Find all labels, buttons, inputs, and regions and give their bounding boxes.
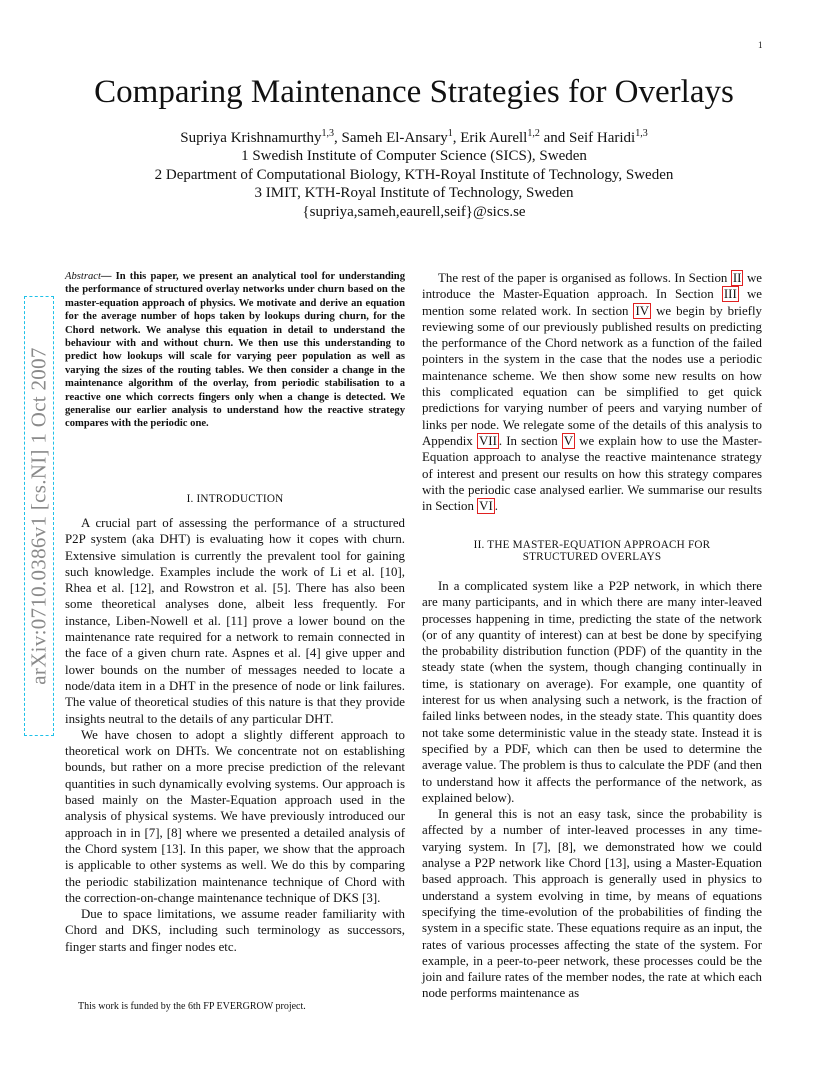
section-heading-line-2: STRUCTURED OVERLAYS	[522, 551, 662, 563]
affiliation-3: 3 IMIT, KTH-Royal Institute of Technology, Sweden	[254, 185, 574, 201]
section-heading-introduction: I. INTRODUCTION	[186, 493, 284, 505]
abstract	[65, 270, 405, 431]
intro-paragraph-3: Due to space limitations, we assume reader familiarity with Chord and DKS, including such terminology as successors, finger starts and finger nodes etc.	[65, 907, 405, 954]
affiliation-1: 1 Swedish Institute of Computer Science (SICS), Sweden	[241, 148, 587, 164]
organisation-paragraph	[422, 270, 762, 514]
author-emails: {supriya,sameh,eaurell,seif}@sics.se	[302, 204, 526, 220]
footnote: This work is funded by the 6th FP EVERGROW project.	[78, 1001, 306, 1012]
text-run: The rest of the paper is organised as follows. In Section	[438, 271, 731, 285]
page-number: 1	[758, 40, 763, 50]
affiliation-2: 2 Department of Computational Biology, KTH-Royal Institute of Technology, Sweden	[154, 167, 674, 183]
text-run: we introduce the Master-Equation approach. In Section	[422, 271, 762, 302]
section-link-iv[interactable]: IV	[635, 303, 650, 318]
text-run: we explain how to use the Master-Equation approach to analyse the reactive maintenance strategy of interest and present our results on how this strategy compares with the periodic case analysed earlier. We summarise our results in Section	[422, 433, 762, 514]
paper-title: Comparing Maintenance Strategies for Overlays	[94, 74, 734, 110]
abstract-text: — In this paper, we present an analytical tool for understanding the performance of structured overlay networks under churn based on the master-equation approach of physics. We motivate and derive an equation for the average number of hops taken by lookups during churn, for the Chord network. We analyse this equation in detail to understand the behaviour with and without churn. We then use this understanding to predict how lookups will scale for varying peer population as well as varying the sizes of the routing tables. We then consider a change in the maintenance algorithm of the overlay, from periodic stabilisation to a reactive one which corrects fingers only when a change is detected. We generalise our earlier analysis to understand how the reactive strategy compares with the periodic one.	[65, 271, 405, 430]
section-heading-line-1: II. THE MASTER-EQUATION APPROACH FOR	[473, 539, 711, 551]
intro-paragraph-2: We have chosen to adopt a slightly different approach to theoretical work on DHTs. We concentrate not on establishing bounds, but rather on a more precise prediction of the relevant quantities in such dynamically evolving systems. Our approach is based mainly on the Master-Equation approach used in the analysis of physical systems. We have previously introduced our approach in in [7], [8] where we presented a detailed analysis of the Chord system [13]. In this paper, we show that the approach is applicable to other systems as well. We do this by comparing the periodic stabilization maintenance technique of Chord with the correction-on-change maintenance technique of DKS [3].	[65, 727, 405, 905]
abstract-label: Abstract	[65, 271, 101, 282]
text-run: . In section	[498, 433, 562, 448]
right-column-body	[422, 578, 762, 1002]
text-run: we mention some related work. In section	[422, 287, 762, 318]
text-run: .	[494, 499, 498, 514]
arxiv-stamp-text: arXiv:0710.0386v1 [cs.NI] 1 Oct 2007	[26, 347, 51, 685]
text-run: we begin by briefly reviewing some of our previously published results on predicting the performance of the Chord network as a function of the failed pointers in the system in the case that the nodes use a periodic maintenance scheme. We then show some new results on how this complicated equation can be simplified to get quick predictions for varying number of peers and varying number of links per node. We relegate some of the details of this analysis to Appendix	[422, 303, 763, 448]
intro-paragraph-1: A crucial part of assessing the performance of a structured P2P system (aka DHT) is evaluating how it copes with churn. Extensive simulation is currently the prevalent tool for gaining such knowledge. Examples include the work of Li et al. [10], Rhea et al. [12], and Rowstron et al. [5]. There has also been some theoretical analyses done, albeit less frequently. For instance, Liben-Nowell et al. [11] prove a lower bound on the maintenance rate required for a network to remain connected in the face of a given churn rate. Aspnes et al. [4] give upper and lower bounds on the number of messages needed to locate a node/data item in a DHT in the presence of node or link failures. The value of theoretical studies of this nature is that they provide insights neutral to the details of any particular DHT.	[65, 516, 405, 726]
arxiv-stamp	[24, 296, 54, 736]
authors-line: Supriya Krishnamurthy$^{1,3}$, Sameh El-Ansary$^1$, Erik Aurell$^{1,2}$ and Seif Haridi$^{1,3}$	[180, 128, 648, 146]
section-link-ii[interactable]: II	[732, 271, 742, 285]
master-equation-paragraph-1: In a complicated system like a P2P network, in which there are many participants, and in which there are many inter-leaved processes happening in time, predicting the state of the network (or of any quantity of interest) can at best be done by specifying the probability distribution function (PDF) of the quantity in the steady state (when the system, though changing continually in time, is stationary on average). For example, one quantity of interest for us when analysing such a network, is the fraction of failed links between nodes, in the steady state. This quantity does not take some deterministic value in the steady state. Instead it is specified by a PDF, which can then be used to determine the average value. The problem is thus to calculate the PDF (and then to understand how it affects the performance of the network, as explained below).	[422, 579, 762, 805]
appendix-link-vii[interactable]: VII	[478, 433, 497, 448]
section-heading-master-equation	[422, 539, 762, 563]
section-link-v[interactable]: V	[563, 433, 574, 448]
right-column-top	[422, 270, 762, 514]
master-equation-paragraph-2: In general this is not an easy task, since the probability is affected by a number of inter-leaved processes in any time-varying system. In [7], [8], we demonstrated how we could analyse a P2P network like Chord [13], using a Master-Equation based approach. This approach is generally used in physics to understand a system evolving in time, by means of equations specifying the time-evolution of the probabilities of finding the system in a specific state. These equations require as an input, the rates of various processes affecting the state of the system. For example, in a peer-to-peer network, these processes could be the join and failure rates of the member nodes, the rate at which each node performs maintenance as	[422, 807, 762, 1001]
section-link-iii[interactable]: III	[723, 287, 737, 302]
section-link-vi[interactable]: VI	[479, 499, 493, 514]
left-column-body	[65, 515, 405, 955]
